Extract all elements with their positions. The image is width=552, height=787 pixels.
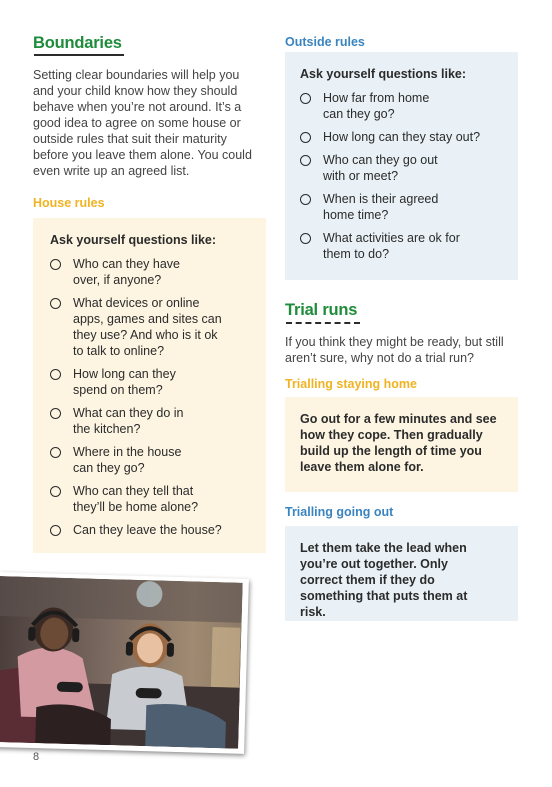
boundaries-intro: Setting clear boundaries will help you and your child know how they should behave when you’re not around. It’s a good idea to agree on some house or outside rules that suit their maturity before you leave them alone. You could even write up an agreed list. [33,68,252,178]
radio-circle-icon [50,408,61,419]
radio-circle-icon [50,298,61,309]
radio-circle-icon [50,525,61,536]
boundaries-underline [34,54,124,56]
house-rules-question: What can they do in the kitchen? [50,405,185,437]
outside-rules-question: How long can they stay out? [300,129,510,145]
house-rules-question: Can they leave the house? [50,522,255,538]
boundaries-heading: Boundaries [33,34,122,52]
outside-rules-question: Who can they go out with or meet? [300,152,460,184]
radio-circle-icon [300,132,311,143]
trialling-staying-home-heading: Trialling staying home [285,377,417,391]
going-out-box [285,526,518,621]
outside-rules-box-title: Ask yourself questions like: [300,67,467,81]
outside-rules-question-list [300,90,510,262]
radio-circle-icon [300,155,311,166]
house-rules-heading: House rules [33,196,105,210]
radio-circle-icon [300,93,311,104]
house-rules-question: How long can they spend on them? [50,366,210,398]
going-out-text: Let them take the lead when you’re out together. Only correct them if they do something that puts them at risk. [300,541,468,619]
trial-runs-intro: If you think they might be ready, but still aren’t sure, why not do a trial run? [285,335,504,365]
radio-circle-icon [50,369,61,380]
trialling-going-out-heading: Trialling going out [285,505,394,519]
house-rules-question-list [50,256,255,538]
house-rules-question: Who can they have over, if anyone? [50,256,210,288]
radio-circle-icon [50,486,61,497]
girls-gaming-photo [0,576,243,749]
outside-rules-question: What activities are ok for them to do? [300,230,475,262]
radio-circle-icon [50,447,61,458]
outside-rules-question: How far from home can they go? [300,90,450,122]
page-number: 8 [33,751,40,763]
trial-runs-heading: Trial runs [285,301,358,319]
photo-frame [0,572,249,754]
house-rules-question: What devices or online apps, games and sites can they use? And who is it ok to talk to online? [50,295,228,359]
house-rules-box-title: Ask yourself questions like: [50,233,217,247]
staying-home-text: Go out for a few minutes and see how they cope. Then gradually build up the length of time you leave them alone for. [300,412,497,474]
trial-runs-underline [286,322,360,324]
radio-circle-icon [300,233,311,244]
girls-gaming-illustration [0,576,243,749]
house-rules-question: Who can they tell that they’ll be home alone? [50,483,222,515]
outside-rules-heading: Outside rules [285,35,365,49]
outside-rules-box [285,52,518,280]
house-rules-box [33,218,266,553]
staying-home-box [285,397,518,492]
radio-circle-icon [50,259,61,270]
radio-circle-icon [300,194,311,205]
house-rules-question: Where in the house can they go? [50,444,200,476]
outside-rules-question: When is their agreed home time? [300,191,470,223]
